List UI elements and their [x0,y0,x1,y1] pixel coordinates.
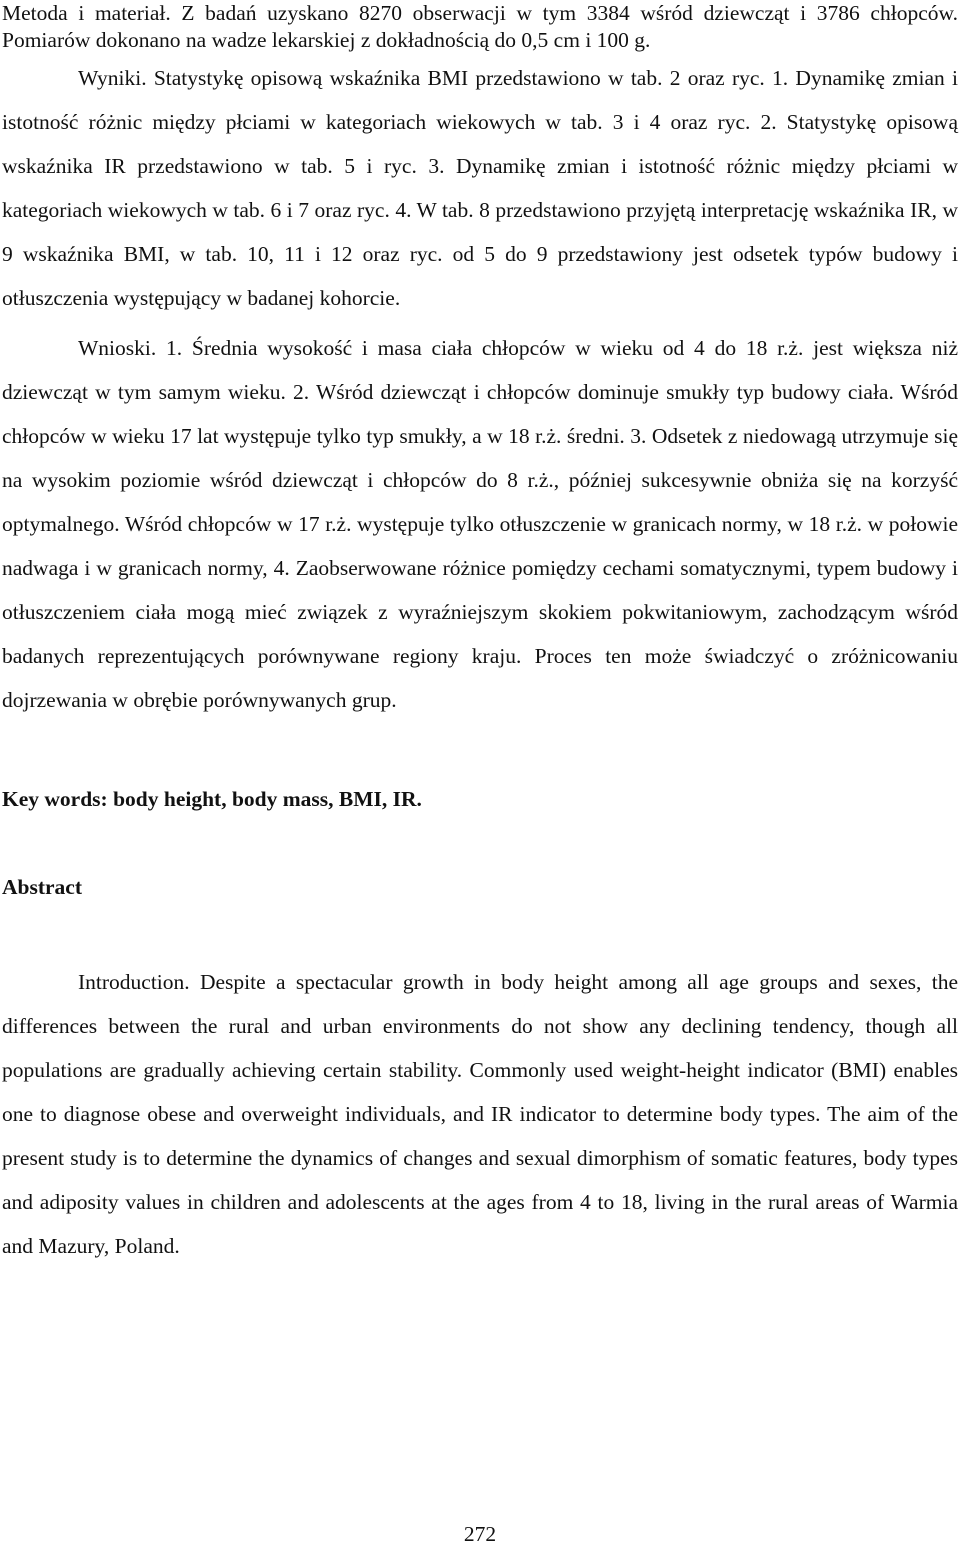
document-page [2,0,958,1268]
results-paragraph: Wyniki. Statystykę opisową wskaźnika BMI przedstawiono w tab. 2 oraz ryc. 1. Dynamikę zmian i istotność różnic między płciami w kategoriach wiekowych w tab. 3 i 4 oraz ryc. 2. Statystykę opisową wskaźnika IR przedstawiono w tab. 5 i ryc. 3. Dynamikę zmian i istotność różnic między płciami w kategoriach wiekowych w tab. 6 i 7 oraz ryc. 4. W tab. 8 przedstawiono przyjętą interpretację wskaźnika IR, w 9 wskaźnika BMI, w tab. 10, 11 i 12 oraz ryc. od 5 do 9 przedstawiony jest odsetek typów budowy i otłuszczenia występujący w badanej kohorcie. [2,66,958,310]
abstract-heading: Abstract [2,875,83,899]
keywords-line: Key words: body height, body mass, BMI, IR. [2,787,422,811]
page-number: 272 [463,1522,497,1546]
conclusions-paragraph: Wnioski. 1. Średnia wysokość i masa ciała chłopców w wieku od 4 do 18 r.ż. jest większa niż dziewcząt w tym samym wieku. 2. Wśród dziewcząt i chłopców dominuje smukły typ budowy ciała. Wśród chłopców w wieku 17 lat występuje tylko typ smukły, a w 18 r.ż. średni. 3. Odsetek z niedowagą utrzymuje się na wysokim poziomie wśród dziewcząt i chłopców do 8 r.ż., później sukcesywnie obniża się na korzyść optymalnego. Wśród chłopców w 17 r.ż. występuje tylko otłuszczenie w granicach normy, w 18 r.ż. w połowie nadwaga i w granicach normy, 4. Zaobserwowane różnice pomiędzy cechami somatycznymi, typem budowy i otłuszczeniem ciała mogą mieć związek z wyraźniejszym skokiem pokwitaniowym, zachodzącym wśród badanych reprezentujących porównywane regiony kraju. Proces ten może świadczyć o zróżnicowaniu dojrzewania w obrębie porównywanych grup. [2,336,958,712]
method-paragraph: Metoda i materiał. Z badań uzyskano 8270 obserwacji w tym 3384 wśród dziewcząt i 3786 chłopców. Pomiarów dokonano na wadze lekarskiej z dokładnością do 0,5 cm i 100 g. [2,1,958,52]
introduction-paragraph: Introduction. Despite a spectacular growth in body height among all age groups and sexes, the differences between the rural and urban environments do not show any declining tendency, though all populations are gradually achieving certain stability. Commonly used weight-height indicator (BMI) enables one to diagnose obese and overweight individuals, and IR indicator to determine body types. The aim of the present study is to determine the dynamics of changes and sexual dimorphism of somatic features, body types and adiposity values in children and adolescents at the ages from 4 to 18, living in the rural areas of Warmia and Mazury, Poland. [2,970,958,1258]
